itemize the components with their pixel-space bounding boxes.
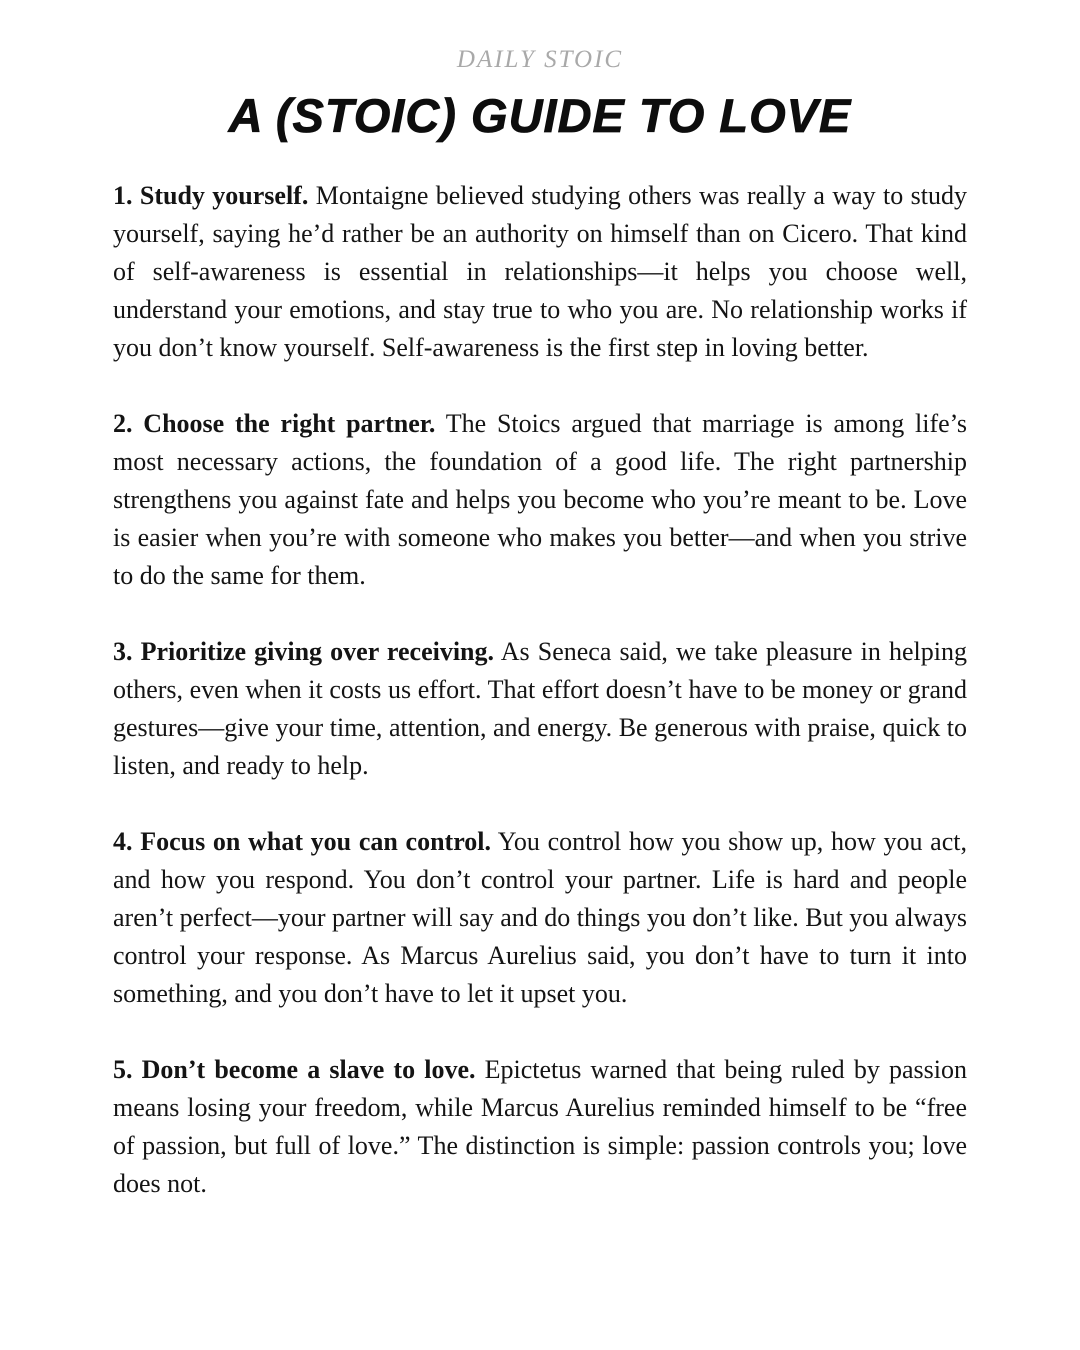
list-item-3 xyxy=(113,633,967,785)
item-5-lead: 5. Don’t become a slave to love. xyxy=(113,1055,476,1084)
page-header-kicker: DAILY STOIC xyxy=(456,46,624,73)
list-item-5 xyxy=(113,1051,967,1203)
item-3-text: As Seneca said, we take pleasure in helping others, even when it costs us effort. That effort doesn’t have to be money or grand gestures—give your time, attention, and energy. Be generous with praise, quick to listen, and ready to help. xyxy=(113,637,967,780)
item-2-text: The Stoics argued that marriage is among life’s most necessary actions, the foundation of a good life. The right partnership strengthens you against fate and helps you become who you’re meant to be. Love is easier when you’re with someone who makes you better—and when you strive to do the same for them. xyxy=(113,409,968,590)
item-1-lead: 1. Study yourself. xyxy=(113,181,309,210)
item-1-text: Montaigne believed studying others was really a way to study yourself, saying he’d rather be an authority on himself than on Cicero. That kind of self-awareness is essential in relationships—it helps you choose well, understand your emotions, and stay true to who you are. No relationship works if you don’t know yourself. Self-awareness is the first step in loving better. xyxy=(113,181,967,362)
list-item-2 xyxy=(113,405,967,595)
item-3-lead: 3. Prioritize giving over receiving. xyxy=(113,637,495,666)
list-item-4 xyxy=(113,823,967,1013)
item-5-text: Epictetus warned that being ruled by passion means losing your freedom, while Marcus Aurelius reminded himself to be “free of passion, but full of love.” The distinction is simple: passion controls you; love does not. xyxy=(113,1055,967,1198)
page-title: A (STOIC) GUIDE TO LOVE xyxy=(228,89,852,142)
item-2-lead: 2. Choose the right partner. xyxy=(113,409,436,438)
item-4-lead: 4. Focus on what you can control. xyxy=(113,827,492,856)
item-4-text: You control how you show up, how you act, and how you respond. You don’t control your partner. Life is hard and people aren’t perfect—your partner will say and do things you don’t like. But you always control your response. As Marcus Aurelius said, you don’t have to turn it into something, and you don’t have to let it upset you. xyxy=(113,827,967,1008)
article-body xyxy=(113,177,967,1203)
list-item-1 xyxy=(113,177,967,367)
